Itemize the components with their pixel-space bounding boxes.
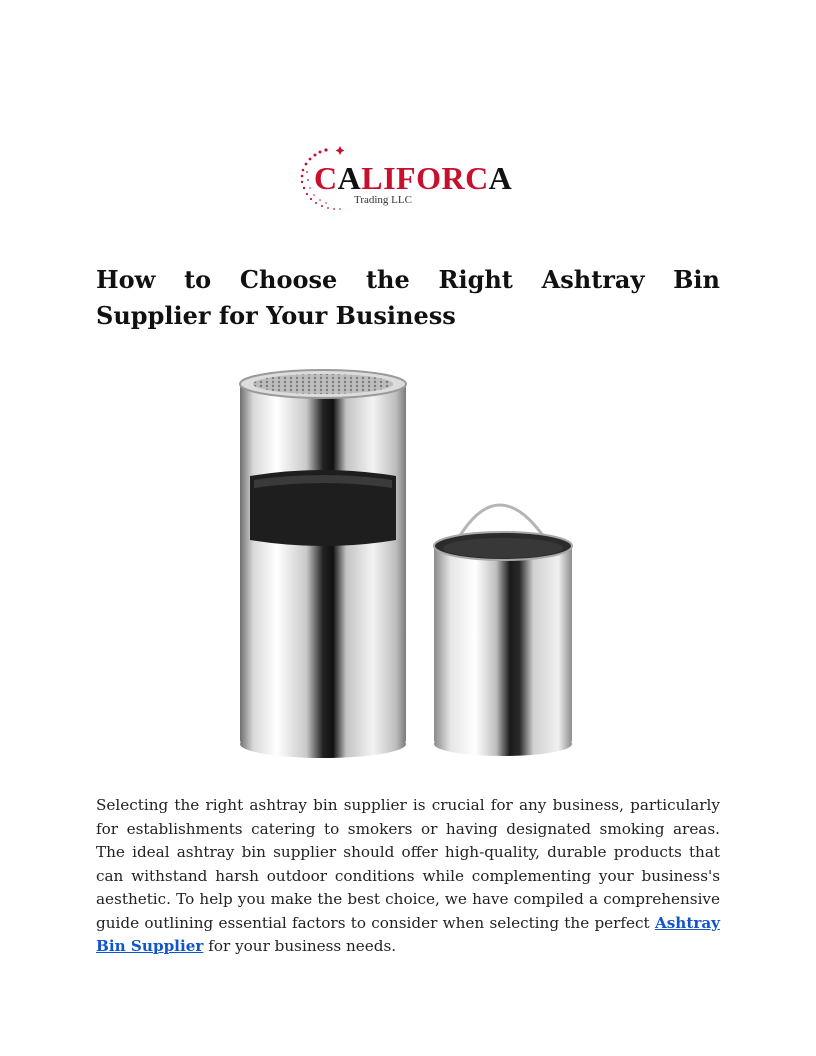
ashtray-bin-supplier-link[interactable]: Ashtray Bin Supplier <box>96 913 720 955</box>
logo-letter-c: C <box>314 160 338 196</box>
page-title: How to Choose the Right Ashtray Bin Supplier for Your Business <box>96 265 720 330</box>
logo-letter-a-final: A <box>488 160 513 196</box>
logo-letter-a: A <box>337 160 362 196</box>
logo-letters-liforc: LIFORC <box>361 160 489 196</box>
ashtray-bin-product-photo-icon <box>228 364 588 764</box>
intro-paragraph <box>96 794 720 959</box>
product-image <box>228 364 588 764</box>
intro-text: Selecting the right ashtray bin supplier is crucial for any business, particularly for establishments catering to smokers or having designated smoking areas. The ideal ashtray bin supplier should offer high-quality, durable products that can withstand harsh outdoor conditions while complementing your business's aesthetic. To help you make the best choice, we have compiled a comprehensive guide outlining essential factors to consider when selecting the perfect <box>96 796 720 932</box>
company-logo <box>296 142 512 218</box>
logo-tagline: Trading LLC <box>354 194 412 206</box>
logo-wordmark <box>314 160 512 197</box>
intro-text-end: for your business needs. <box>203 937 397 955</box>
